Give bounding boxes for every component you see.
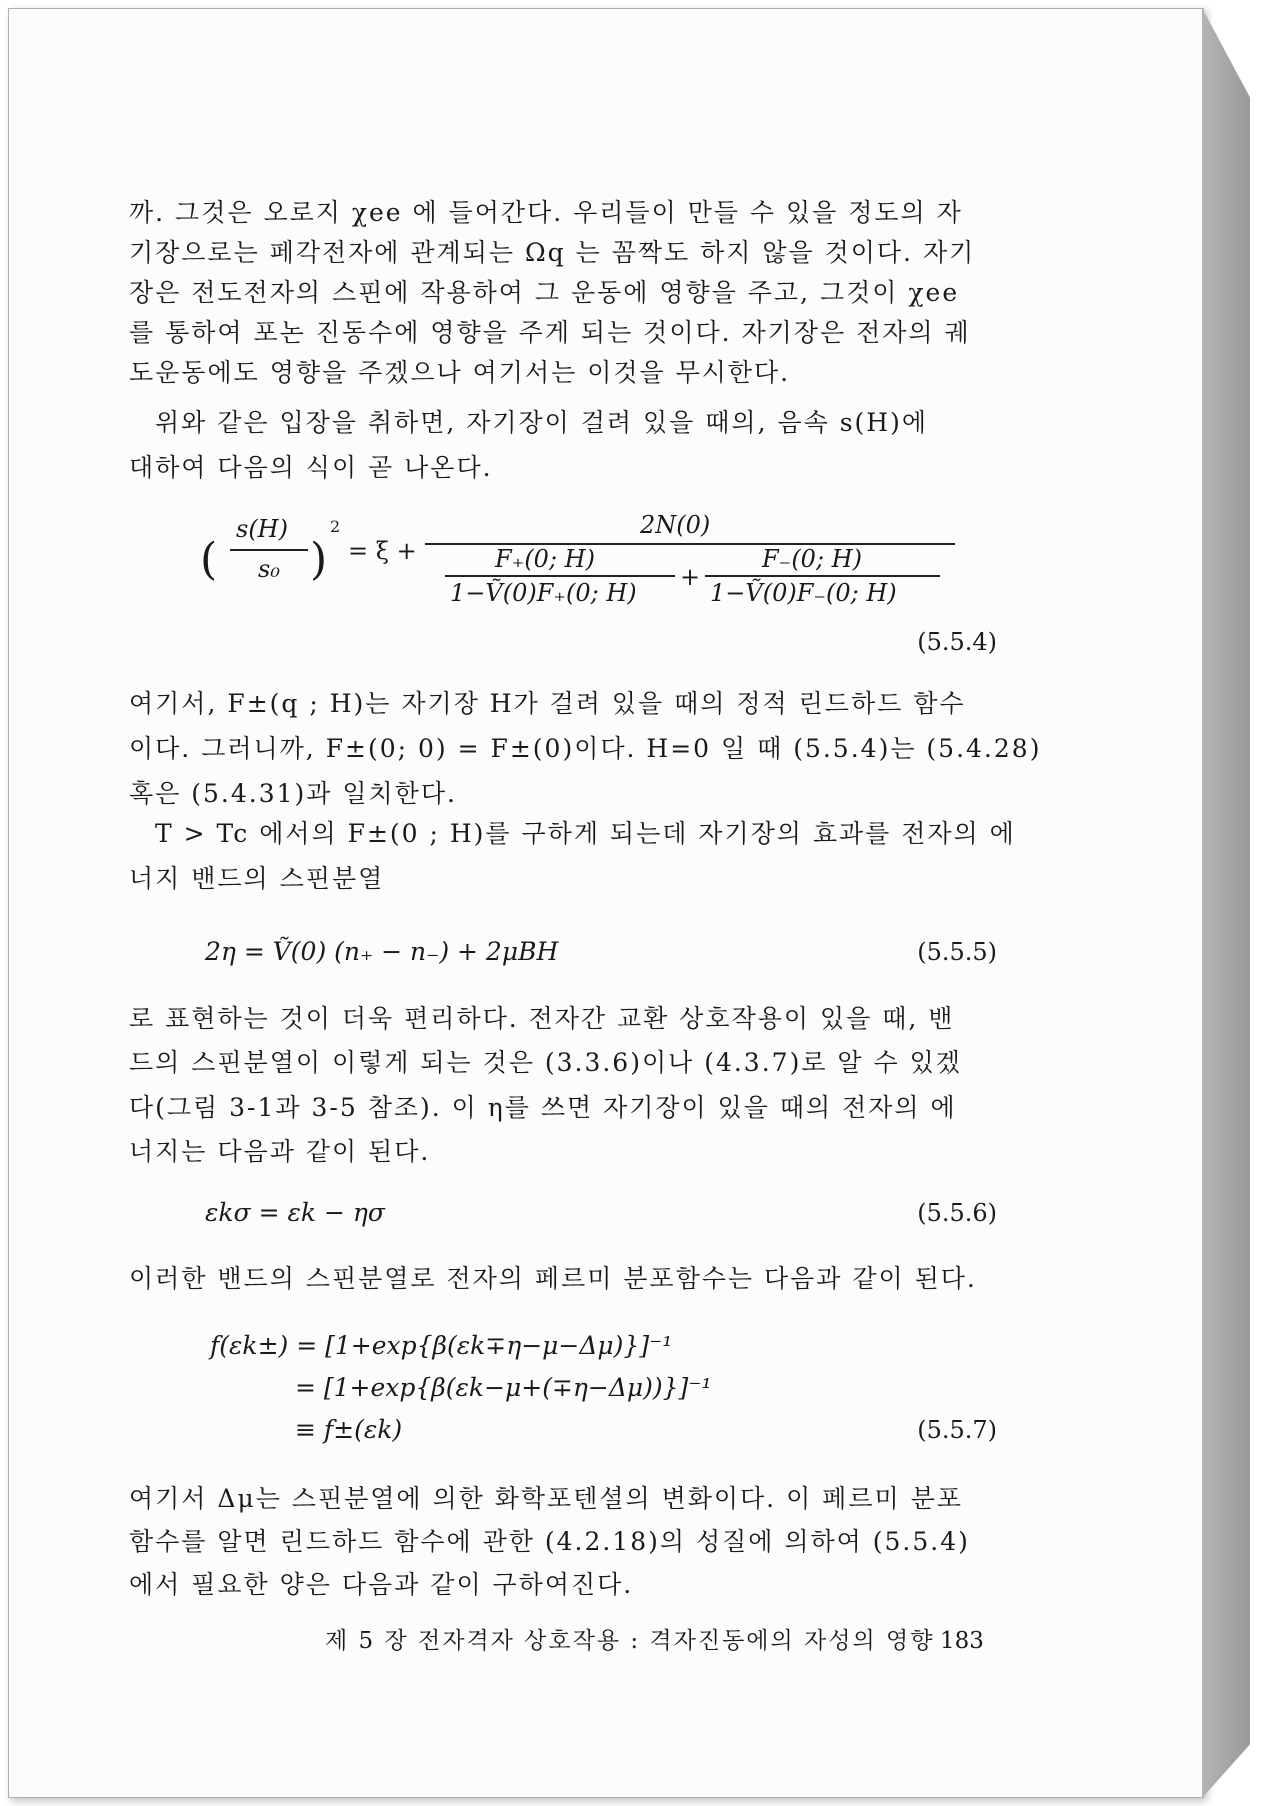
frac1-denominator: 1−Ṽ(0)F₊(0; H)	[450, 579, 637, 607]
text-line: 혹은 (5.4.31)과 일치한다.	[129, 779, 457, 808]
equation-number: (5.5.4)	[917, 628, 997, 656]
text-line: 함수를 알면 린드하드 함수에 관한 (4.2.18)의 성질에 의하여 (5.5.4)	[129, 1527, 970, 1556]
lhs-fraction-bar	[230, 549, 308, 551]
frac2-denominator: 1−Ṽ(0)F₋(0; H)	[710, 579, 897, 607]
equation-number: (5.5.6)	[917, 1199, 997, 1227]
text-line: 드의 스핀분열이 이렇게 되는 것은 (3.3.6)이나 (4.3.7)로 알 수 있겠	[129, 1048, 962, 1077]
equation-5-5-7-line2: = [1+exp{β(εk−μ+(∓η−Δμ))}]⁻¹	[295, 1373, 712, 1402]
equation-5-5-6: εkσ = εk − ησ	[205, 1198, 385, 1227]
text-line: 까. 그것은 오로지 χee 에 들어간다. 우리들이 만들 수 있을 정도의 자	[129, 198, 963, 227]
text-line: 위와 같은 입장을 취하면, 자기장이 걸려 있을 때의, 음속 s(H)에	[155, 408, 929, 437]
text-line: 이다. 그러니까, F±(0; 0) = F±(0)이다. H=0 일 때 (5.5.4)는 (5.4.28)	[129, 734, 1042, 763]
equation-5-5-7-line1: f(εk±) = [1+exp{β(εk∓η−μ−Δμ)}]⁻¹	[210, 1331, 673, 1360]
frac2-bar	[705, 575, 940, 577]
running-footer: 제 5 장 전자격자 상호작용 : 격자진동에의 자성의 영향	[325, 1628, 935, 1654]
text-line: 여기서 Δμ는 스핀분열에 의한 화학포텐셜의 변화이다. 이 페르미 분포	[129, 1484, 963, 1513]
top-numerator: 2N(0)	[640, 511, 711, 539]
equation-5-5-7-line3: ≡ f±(εk)	[295, 1415, 403, 1444]
equals-xi: = ξ +	[348, 537, 417, 565]
text-line: T > Tc 에서의 F±(0 ; H)를 구하게 되는데 자기장의 효과를 전자의 에	[155, 819, 1016, 848]
text-line: 기장으로는 페각전자에 관계되는 Ωq 는 꼼짝도 하지 않을 것이다. 자기	[129, 238, 976, 267]
equation-number: (5.5.7)	[917, 1416, 997, 1444]
text-line: 에서 필요한 양은 다음과 같이 구하여진다.	[129, 1570, 634, 1599]
text-line: 로 표현하는 것이 더욱 편리하다. 전자간 교환 상호작용이 있을 때, 밴	[129, 1004, 955, 1033]
equation-5-5-4	[200, 511, 1000, 625]
left-paren: (	[200, 534, 218, 585]
text-line: 다(그림 3-1과 3-5 참조). 이 η를 쓰면 자기장이 있을 때의 전자의 에	[129, 1093, 957, 1122]
text-line: 장은 전도전자의 스핀에 작용하여 그 운동에 영향을 주고, 그것이 χee	[129, 278, 960, 307]
frac1-numerator: F₊(0; H)	[495, 545, 595, 573]
lhs-numerator: s(H)	[236, 515, 288, 543]
text-line: 이러한 밴드의 스핀분열로 전자의 페르미 분포함수는 다음과 같이 된다.	[129, 1264, 977, 1293]
text-line: 도운동에도 영향을 주겠으나 여기서는 이것을 무시한다.	[129, 358, 791, 387]
frac2-numerator: F₋(0; H)	[762, 545, 862, 573]
text-line: 너지 밴드의 스핀분열	[129, 864, 385, 893]
lhs-denominator: s₀	[258, 555, 280, 583]
text-line: 여기서, F±(q ; H)는 자기장 H가 걸려 있을 때의 정적 린드하드 함수	[129, 689, 966, 718]
text-line: 대하여 다음의 식이 곧 나온다.	[129, 453, 493, 482]
plus-sign: +	[680, 563, 701, 591]
equation-5-5-5: 2η = Ṽ(0) (n₊ − n₋) + 2μBH	[205, 937, 559, 966]
frac1-bar	[445, 575, 675, 577]
text-line: 너지는 다음과 같이 된다.	[129, 1137, 431, 1166]
right-paren: )	[310, 534, 328, 585]
lhs-exponent: 2	[330, 517, 341, 536]
text-line: 를 통하여 포논 진동수에 영향을 주게 되는 것이다. 자기장은 전자의 궤	[129, 318, 971, 347]
equation-number: (5.5.5)	[917, 938, 997, 966]
page-number: 183	[940, 1628, 984, 1654]
page-edge-gradient	[1202, 8, 1250, 1798]
